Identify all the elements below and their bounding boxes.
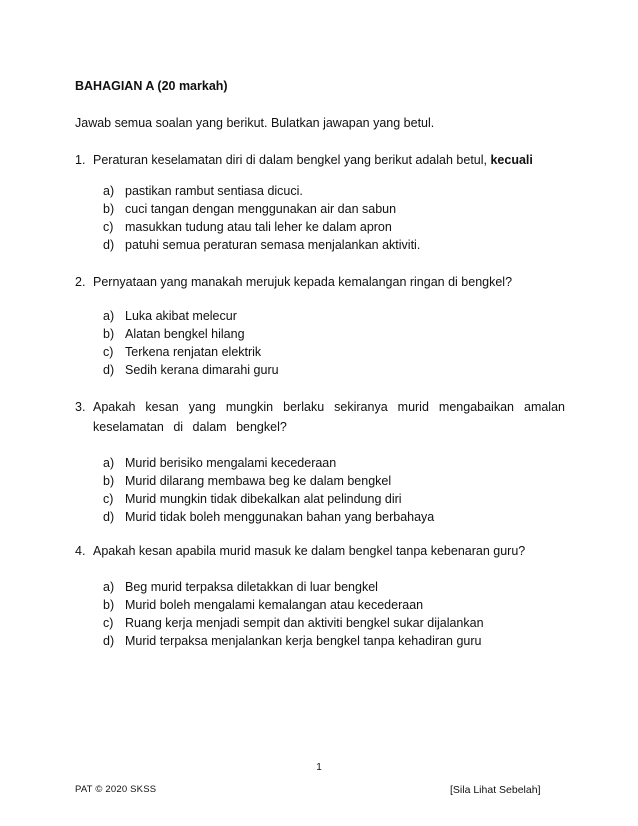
option-letter: d): [103, 634, 115, 648]
question-text: [93, 150, 565, 170]
footer-continue-note: [Sila Lihat Sebelah]: [450, 784, 541, 796]
option-text: Murid tidak boleh menggunakan bahan yang berbahaya: [125, 510, 435, 524]
question-number: 2.: [75, 275, 86, 289]
page-number: 1: [316, 762, 322, 773]
question-number: 3.: [75, 400, 86, 414]
question-text: Apakah kesan apabila murid masuk ke dalam bengkel tanpa kebenaran guru?: [93, 544, 526, 558]
question-number: 4.: [75, 544, 86, 558]
question-keyword: kecuali: [490, 153, 533, 167]
option-text: Murid boleh mengalami kemalangan atau kecederaan: [125, 598, 424, 612]
option-text: Beg murid terpaksa diletakkan di luar bengkel: [125, 580, 378, 594]
question-text: Apakah kesan yang mungkin berlaku sekiranya murid mengabaikan amalan keselamatan di dalam bengkel?: [93, 400, 565, 434]
option-text: Alatan bengkel hilang: [125, 327, 245, 341]
option-text: cuci tangan dengan menggunakan air dan sabun: [125, 202, 397, 216]
option-letter: d): [103, 363, 115, 377]
option-text: Ruang kerja menjadi sempit dan aktiviti bengkel sukar dijalankan: [125, 616, 484, 630]
option-letter: c): [103, 220, 114, 234]
option-letter: a): [103, 309, 115, 323]
option-letter: b): [103, 474, 115, 488]
option-letter: a): [103, 456, 115, 470]
option-letter: c): [103, 345, 114, 359]
section-title: BAHAGIAN A (20 markah): [75, 79, 228, 93]
option-letter: c): [103, 616, 114, 630]
question-4: [75, 541, 565, 561]
option-text: Luka akibat melecur: [125, 309, 237, 323]
option-text: Murid terpaksa menjalankan kerja bengkel tanpa kehadiran guru: [125, 634, 482, 648]
option-text: Terkena renjatan elektrik: [125, 345, 262, 359]
option-text: Sedih kerana dimarahi guru: [125, 363, 279, 377]
option-text: Murid berisiko mengalami kecederaan: [125, 456, 337, 470]
option-letter: a): [103, 184, 115, 198]
option-letter: c): [103, 492, 114, 506]
question-number: 1.: [75, 153, 86, 167]
option-letter: b): [103, 202, 115, 216]
option-letter: b): [103, 598, 115, 612]
option-text: pastikan rambut sentiasa dicuci.: [125, 184, 303, 198]
footer-copyright: PAT © 2020 SKSS: [75, 784, 157, 795]
option-text: Murid dilarang membawa beg ke dalam bengkel: [125, 474, 392, 488]
option-text: patuhi semua peraturan semasa menjalankan aktiviti.: [125, 238, 421, 252]
option-letter: b): [103, 327, 115, 341]
option-letter: d): [103, 238, 115, 252]
section-instruction: Jawab semua soalan yang berikut. Bulatkan jawapan yang betul.: [75, 116, 435, 130]
question-text: Pernyataan yang manakah merujuk kepada kemalangan ringan di bengkel?: [93, 275, 513, 289]
question-stem: Peraturan keselamatan diri di dalam bengkel yang berikut adalah betul,: [93, 153, 487, 167]
question-2: [75, 272, 565, 292]
option-letter: a): [103, 580, 115, 594]
option-letter: d): [103, 510, 115, 524]
option-text: Murid mungkin tidak dibekalkan alat pelindung diri: [125, 492, 402, 506]
question-3: [75, 397, 565, 437]
question-1: [75, 150, 565, 170]
option-text: masukkan tudung atau tali leher ke dalam apron: [125, 220, 392, 234]
